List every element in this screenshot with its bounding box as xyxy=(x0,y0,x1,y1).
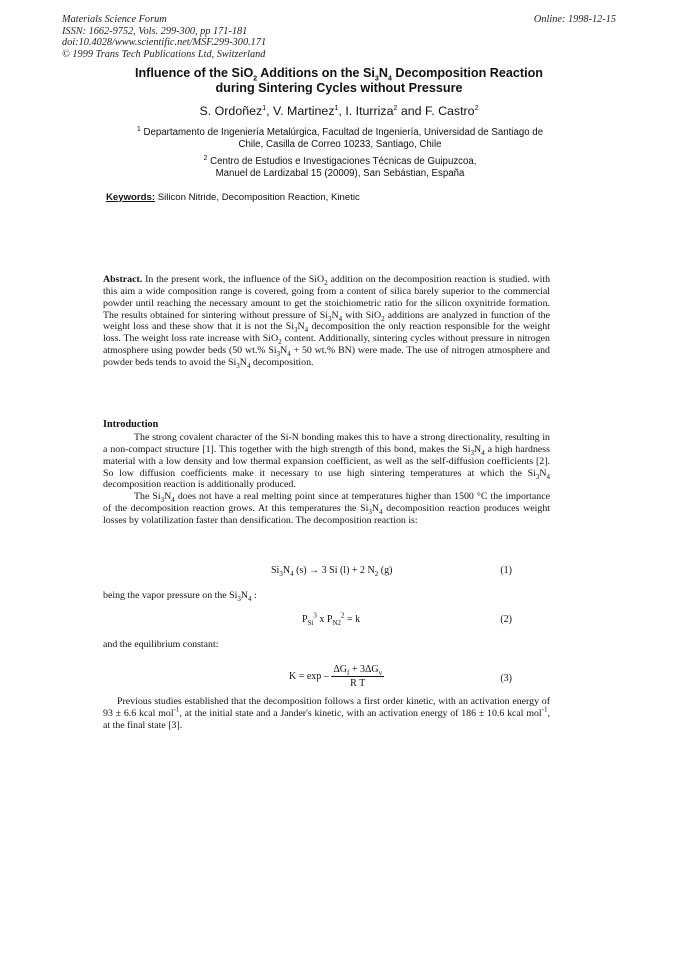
paragraph-text: a high hardness material with a low density and low thermal expansion coefficient, as well as the self-diffusion coefficients [2]. So low diffusion coefficients make it necessary to use high sintering temperatures at which the Si xyxy=(103,443,550,479)
fraction-numerator xyxy=(331,664,384,677)
superscript: -1 xyxy=(541,705,548,714)
subscript: 3 xyxy=(276,350,281,359)
title-text: Decomposition Reaction xyxy=(391,66,543,80)
abstract-text: In the present work, the influence of the SiO xyxy=(142,274,325,285)
equation-number-1: (1) xyxy=(500,565,512,576)
subscript: 4 xyxy=(290,570,294,578)
subscript: 4 xyxy=(338,314,343,323)
subscript: 3 xyxy=(368,508,372,517)
equation-text: x P xyxy=(316,614,333,625)
affiliation-text: Departamento de Ingeniería Metalúrgica, Facultad de Ingeniería, Universidad de Santiago de xyxy=(140,127,544,138)
superscript: -1 xyxy=(173,705,180,714)
paragraph-text: The strong covalent character of the Si-N bonding makes this to have a strong directionality, resulting in a non-compact structure [1]. This together with the high strength of this bond, makes the Si xyxy=(103,432,550,455)
author-name: and F. Castro xyxy=(397,104,475,118)
subscript: N2 xyxy=(332,619,342,627)
paragraph xyxy=(103,491,550,527)
affiliation-marker: 2 xyxy=(203,154,208,162)
subscript: 3 xyxy=(470,448,475,457)
paper-title xyxy=(60,66,618,96)
subscript: 2 xyxy=(381,314,385,323)
affiliation-text: Centro de Estudios e Investigaciones Técnicas de Guipuzcoa, xyxy=(207,156,477,167)
affiliation-text: Manuel de Lardizabal 15 (20009), San Sebástian, España xyxy=(215,168,465,180)
author-name: , V. Martinez xyxy=(266,104,335,118)
author-name: , I. Iturriza xyxy=(338,104,394,118)
author-name: S. Ordoñez xyxy=(199,104,263,118)
subscript: 3 xyxy=(279,570,283,578)
abstract-text: with SiO xyxy=(342,309,382,321)
affiliation-marker: 2 xyxy=(393,104,398,112)
affiliation-marker: 1 xyxy=(334,104,339,112)
fraction-denominator: R T xyxy=(350,678,366,689)
abstract-text: decomposition. xyxy=(250,356,314,368)
abstract-text: N xyxy=(331,309,339,321)
paragraph-text: N xyxy=(240,590,249,601)
subscript: 2 xyxy=(324,278,328,287)
equation-text: Si xyxy=(271,565,280,576)
online-date: Online: 1998-12-15 xyxy=(533,14,616,25)
paragraph xyxy=(103,696,550,732)
paragraph-text: N xyxy=(164,491,172,503)
subscript: 4 xyxy=(248,594,252,603)
title-subscript: 2 xyxy=(253,75,258,83)
abstract-text: decomposition the only reaction responsible for the weight loss. The weight loss rate increase with SiO xyxy=(103,321,550,345)
paragraph xyxy=(103,432,550,491)
equation-1 xyxy=(271,565,392,576)
subscript: 3 xyxy=(327,314,332,323)
subscript: 2 xyxy=(374,570,379,578)
doi-link[interactable]: doi:10.4028/www.scientific.net/MSF.299-300.171 xyxy=(62,37,267,49)
abstract-text: + 50 wt.% BN) were made. The use of nitrogen atmosphere and powder beds tends to avoid the Si xyxy=(103,345,550,368)
paragraph-text: being the vapor pressure on the Si xyxy=(103,590,238,601)
abstract-text: N xyxy=(280,345,288,357)
paragraph-text: N xyxy=(371,503,380,515)
abstract-text: addition on the decomposition reaction is studied. with this aim a wide composition range is covered, going from a content of silica barely superior to the commercial powder until reaching the necessary amount to get the stoichiometric ratio for the silicon oxynitride formation. The results obtained for sintering without pressure of Si xyxy=(103,274,551,321)
abstract-text: content. Additionally, sintering cycles without pressure in nitrogen atmosphere using powder beds (50 wt.% Si xyxy=(103,333,550,357)
paragraph-text: , at the final state [3]. xyxy=(103,707,550,731)
title-line-1 xyxy=(60,66,618,81)
title-text: Additions on the Si xyxy=(257,66,375,80)
equation-text: ΔG xyxy=(333,664,347,675)
abstract-paragraph xyxy=(103,274,550,369)
equation-number-2: (2) xyxy=(500,614,512,625)
abstract-text: N xyxy=(297,321,305,333)
section-heading-introduction: Introduction xyxy=(103,419,159,430)
equation-text: K = exp – xyxy=(289,671,329,682)
equation-text: (g) xyxy=(378,565,393,576)
keywords-label: Keywords: xyxy=(106,192,156,203)
title-text: Influence of the SiO xyxy=(134,66,254,80)
subscript: 3 xyxy=(236,361,240,370)
affiliation-marker: 1 xyxy=(136,125,141,133)
affiliation-marker: 2 xyxy=(474,104,479,112)
equation-2 xyxy=(302,611,361,627)
subscript: 4 xyxy=(246,361,251,370)
title-subscript: 4 xyxy=(387,75,392,83)
affiliation-1 xyxy=(70,127,610,152)
equation-text: N xyxy=(282,565,291,576)
abstract-label: Abstract. xyxy=(103,274,143,285)
abstract-text: N xyxy=(239,356,247,368)
abstract-text: additions are analyzed in function of the weight loss and these show that it is not the Si xyxy=(103,309,551,333)
subscript: v xyxy=(378,669,383,677)
journal-header xyxy=(62,14,266,60)
subscript: 3 xyxy=(160,496,165,505)
paragraph-text: N xyxy=(474,443,482,455)
paragraph-text: : xyxy=(251,590,257,601)
equation-number-3: (3) xyxy=(500,673,512,684)
paragraph-text: N xyxy=(539,467,547,479)
paragraph-text: decomposition reaction produces weight losses by volatilization faster than densification. The decomposition reaction is: xyxy=(103,503,550,526)
equation-text: + 3ΔG xyxy=(349,664,379,675)
subscript: 4 xyxy=(546,472,550,481)
subscript: Si xyxy=(307,619,314,627)
author-list xyxy=(60,104,618,119)
subscript: 2 xyxy=(278,338,282,347)
journal-name: Materials Science Forum xyxy=(62,14,167,25)
keywords-text: Silicon Nitride, Decomposition Reaction, Kinetic xyxy=(155,192,360,203)
subscript: 4 xyxy=(379,508,383,517)
paragraph: and the equilibrium constant: xyxy=(103,639,219,650)
paragraph xyxy=(103,590,257,601)
title-text: N xyxy=(378,66,388,80)
affiliation-text: Chile, Casilla de Correo 10233, Santiago, Chile xyxy=(238,139,442,151)
affiliation-2 xyxy=(70,156,610,181)
equation-3 xyxy=(289,664,384,689)
subscript: 4 xyxy=(171,496,175,505)
subscript: 4 xyxy=(287,350,291,359)
paragraph-text: The Si xyxy=(134,491,161,503)
subscript: 3 xyxy=(294,326,298,335)
paragraph-text: , at the initial state and a Jander's kinetic, with an activation energy of 186 ± 10.6 kcal mol xyxy=(179,707,542,719)
superscript: 2 xyxy=(341,611,345,620)
paragraph-text: Previous studies established that the decomposition follows a first order kinetic, with an activation energy of 93 ± 6.6 kcal mol xyxy=(103,696,550,719)
subscript: 4 xyxy=(304,326,309,335)
equation-text: P xyxy=(302,614,308,625)
affiliation-marker: 1 xyxy=(262,104,267,112)
superscript: 3 xyxy=(313,611,317,620)
equation-text: = k xyxy=(344,614,361,625)
copyright-line: © 1999 Trans Tech Publications Ltd, Switzerland xyxy=(62,48,266,60)
subscript: 4 xyxy=(481,448,485,457)
equation-text: (s) → 3 Si (l) + 2 N xyxy=(293,565,375,576)
keywords xyxy=(106,192,360,204)
subscript: 3 xyxy=(535,472,540,481)
paragraph-text: does not have a real melting point since at temperatures higher than 1500 °C the importance of the decomposition reaction grows. At this temperatures the Si xyxy=(103,491,550,515)
fraction xyxy=(331,664,384,689)
introduction-body xyxy=(103,432,550,527)
subscript: f xyxy=(346,669,350,677)
subscript: 3 xyxy=(237,594,241,603)
paragraph-text: decomposition reaction is additionally produced. xyxy=(103,479,296,491)
title-line-2: during Sintering Cycles without Pressure xyxy=(215,81,463,95)
issn-line: ISSN: 1662-9752, Vols. 299-300, pp 171-181 xyxy=(62,25,248,37)
title-subscript: 3 xyxy=(374,75,379,83)
